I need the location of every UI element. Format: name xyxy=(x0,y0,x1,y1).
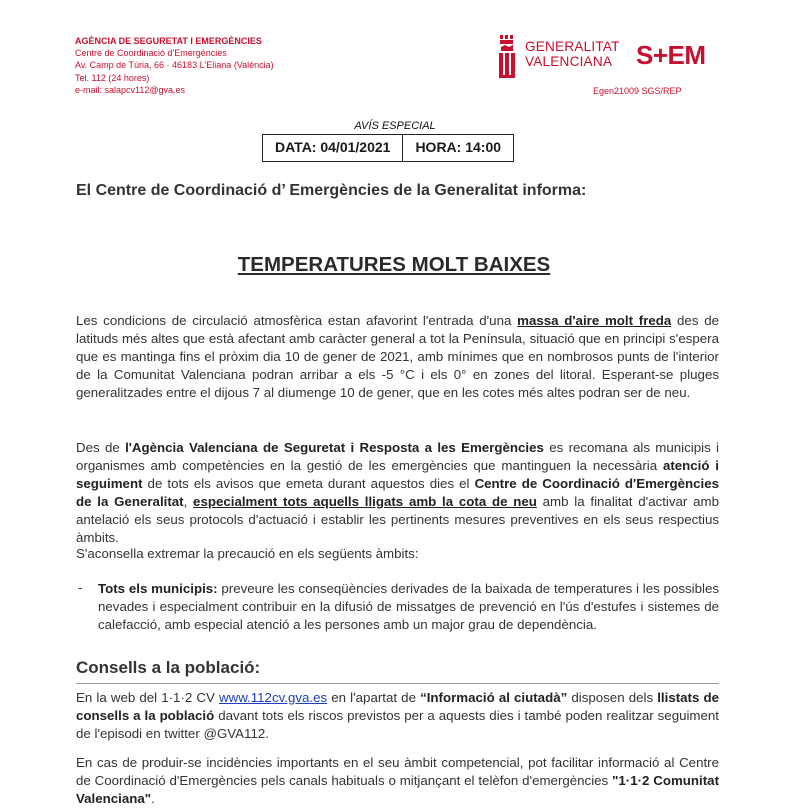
intro-heading: El Centre de Coordinació d’ Emergències de la Generalitat informa: xyxy=(76,182,587,199)
bullet-dash: - xyxy=(78,580,83,595)
sem-logo: S+EM xyxy=(636,40,706,70)
paragraph-recommendation: Des de l'Agència Valenciana de Seguretat i Resposta a les Emergències es recomana als municipis i organismes amb competències en la gestió de les emergències que mantinguen la necessària atenció i seguiment de tots els avisos que emeta durant aquestos dies el Centre de Coordinació d'Emergències de la Generalitat, especialment tots aquells lligats amb la cota de neu amb la finalitat d'activar amb antelació els seus protocols d'actuació i establir les pertinents mesures preventives en els seus respectius àmbits. xyxy=(76,440,719,545)
agency-name: AGÈNCIA DE SEGURETAT I EMERGÈNCIES xyxy=(75,36,262,46)
sender-block xyxy=(75,35,274,96)
email: e-mail: salapcv112@gva.es xyxy=(75,84,186,95)
address: Av. Camp de Túria, 66 · 46183 L'Eliana (València) xyxy=(75,60,274,71)
generalitat-wordmark: GENERALITAT VALENCIANA xyxy=(525,39,620,69)
generalitat-crest-icon xyxy=(497,35,521,79)
page-title: TEMPERATURES MOLT BAIXES xyxy=(237,253,551,276)
notice-date: DATA: 04/01/2021 xyxy=(275,139,391,155)
section-heading: Consells a la població: xyxy=(76,658,261,677)
document-reference: Egen21009 SGS/REP xyxy=(593,86,682,96)
generalitat-logo xyxy=(497,35,622,77)
paragraph-precaution: S'aconsella extremar la precaució en els següents àmbits: xyxy=(76,546,419,561)
website-link[interactable]: www.112cv.gva.es xyxy=(218,690,328,705)
date-time-box xyxy=(262,134,514,162)
highlight-cold-air: massa d'aire molt freda xyxy=(517,313,672,328)
paragraph-advice: En la web del 1·1·2 CV www.112cv.gva.es en l'apartat de “Informació al ciutadà” disposen dels llistats de consells a la població davant tots els riscos previstos per a aquests dies i també poden realitzar seguiment de l'episodi en twitter @GVA112. xyxy=(76,690,719,741)
notice-label: AVÍS ESPECIAL xyxy=(354,120,436,132)
centre-name: Centre de Coordinació d'Emergències xyxy=(75,48,227,59)
paragraph-incidents: En cas de produir-se incidències importants en el seu àmbit competencial, pot facilitar informació al Centre de Coordinació d'Emergències pels canals habituals o mitjançant el telèfon d'emergències "1·1·2 Comunitat Valenciana". xyxy=(76,755,719,806)
section-divider xyxy=(76,683,719,684)
bullet-municipalities: Tots els municipis: preveure les conseqüències derivades de la baixada de temperatures i les possibles nevades i especialment contribuir en la difusió de missatges de prevenció en l'ús d'estufes i sistemes de calefacció, amb especial atenció a les persones amb un major grau de dependència. xyxy=(98,581,719,632)
paragraph-situation: Les condicions de circulació atmosfèrica estan afavorint l'entrada d'una massa d'aire molt freda des de latituds més altes que està afectant amb caràcter general a tot la Península, situació que en principi s'espera que es mantinga fins el pròxim dia 10 de gener de 2021, amb mínimes que en nombrosos punts de l'interior de la Comunitat Valenciana podran arribar a els -5 °C i els 0° en zones del litoral. Esperant-se pluges generalitzades entre el dijous 7 al diumenge 10 de gener, que en les cotes més altes podran ser de neu. xyxy=(76,313,719,400)
phone: Tel. 112 (24 hores) xyxy=(75,72,150,83)
notice-time: HORA: 14:00 xyxy=(402,135,513,161)
